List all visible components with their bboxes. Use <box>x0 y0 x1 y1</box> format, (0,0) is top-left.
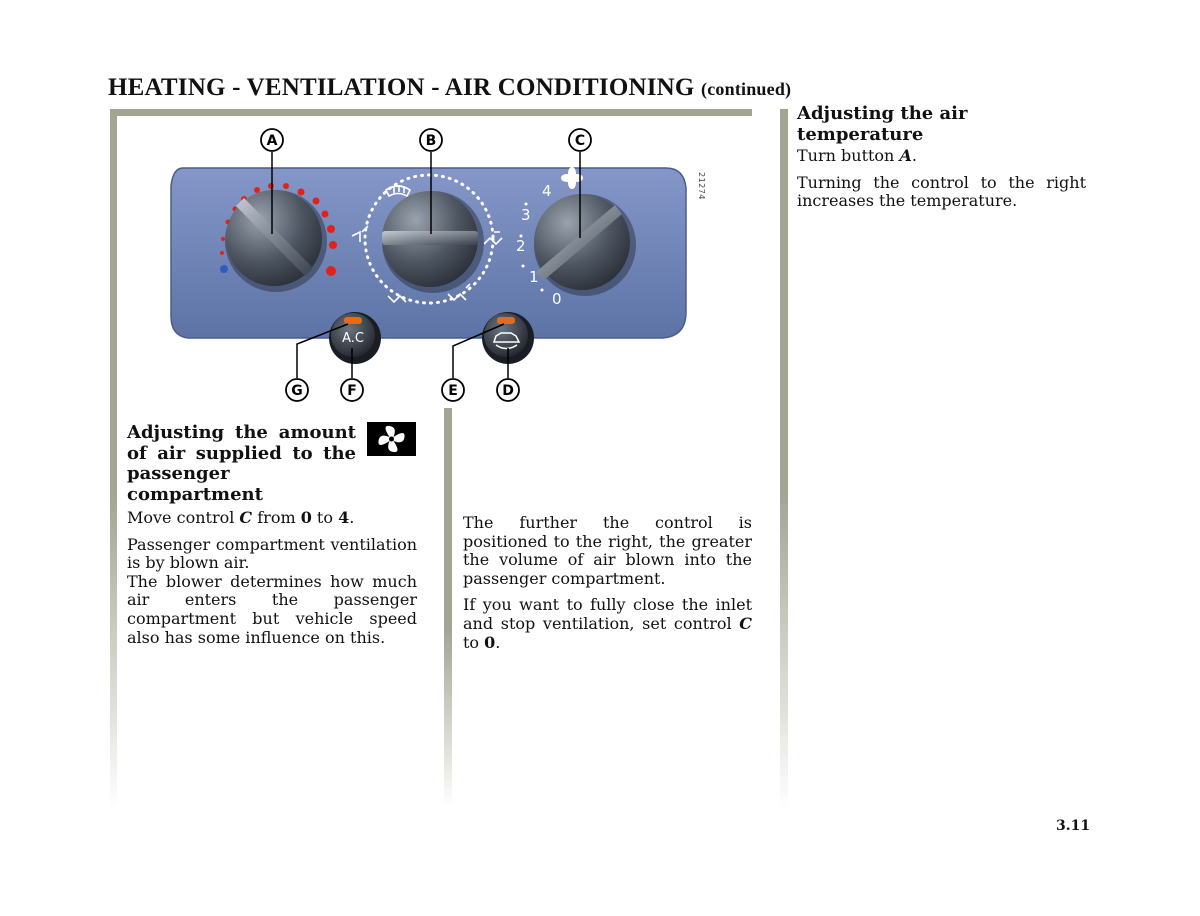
section-air-amount-p2: Passenger compartment ventilation is by blown air. <box>127 534 417 573</box>
callout-e <box>442 379 464 401</box>
fan-icon-box <box>367 422 416 456</box>
fan-scale-1: 1 <box>529 268 539 286</box>
section-temperature-p1: Turn button A. <box>797 146 917 165</box>
page-title-main: HEATING - VENTILATION - AIR CONDITIONING <box>108 74 695 101</box>
page-title-suffix: (continued) <box>701 79 792 99</box>
callout-f <box>341 379 363 401</box>
section-temperature-heading: Adjusting the air temperature <box>797 103 968 145</box>
svg-text:G: G <box>291 383 303 399</box>
temperature-knob-a[interactable] <box>225 190 327 292</box>
section-temperature <box>797 104 1086 211</box>
callout-d <box>497 379 519 401</box>
svg-text:C: C <box>574 133 586 149</box>
ac-button[interactable] <box>329 312 381 364</box>
frame-left-bar <box>110 109 117 809</box>
svg-text:F: F <box>347 383 357 399</box>
svg-text:D: D <box>502 383 514 399</box>
frame-top-bar <box>110 109 752 116</box>
fan-scale-4: 4 <box>542 182 552 200</box>
callout-b <box>420 129 442 151</box>
fan-speed-knob-c[interactable] <box>534 194 636 296</box>
section-temperature-p2: Turning the control to the right increases the temperature. <box>797 172 1086 211</box>
section-air-amount-heading: Adjusting the amount of air supplied to the passenger compartment <box>127 422 356 505</box>
figure-reference: 21274 <box>697 172 706 200</box>
frame-middle-bar <box>444 408 452 808</box>
page-number: 3.11 <box>1056 818 1091 834</box>
section-air-amount-p3: The blower determines how much air enters the passenger compartment but vehicle speed also has some influence on this. <box>127 571 417 647</box>
fan-scale-3: 3 <box>521 206 531 224</box>
page-title <box>108 74 791 102</box>
svg-text:E: E <box>448 383 458 399</box>
ac-button-label: A.C <box>342 331 364 346</box>
fan-scale-2: 2 <box>516 237 526 255</box>
section-middle <box>463 514 752 652</box>
callout-c <box>569 129 591 151</box>
callout-a <box>261 129 283 151</box>
control-panel-figure <box>118 116 778 408</box>
svg-text:A: A <box>266 133 278 149</box>
fan-scale-0: 0 <box>552 290 562 308</box>
section-middle-p2: If you want to fully close the inlet and stop ventilation, set control C to 0. <box>463 595 752 652</box>
svg-text:B: B <box>425 133 437 149</box>
section-air-amount <box>127 423 417 647</box>
air-distribution-knob-b[interactable] <box>382 191 484 293</box>
section-air-amount-p1: Move control C from 0 to 4. <box>127 508 355 527</box>
fan-icon <box>367 422 416 456</box>
section-middle-p1: The further the control is positioned to the right, the greater the volume of air blown into the passenger compartment. <box>463 513 752 588</box>
frame-right-bar <box>780 109 788 809</box>
callout-g <box>286 379 308 401</box>
